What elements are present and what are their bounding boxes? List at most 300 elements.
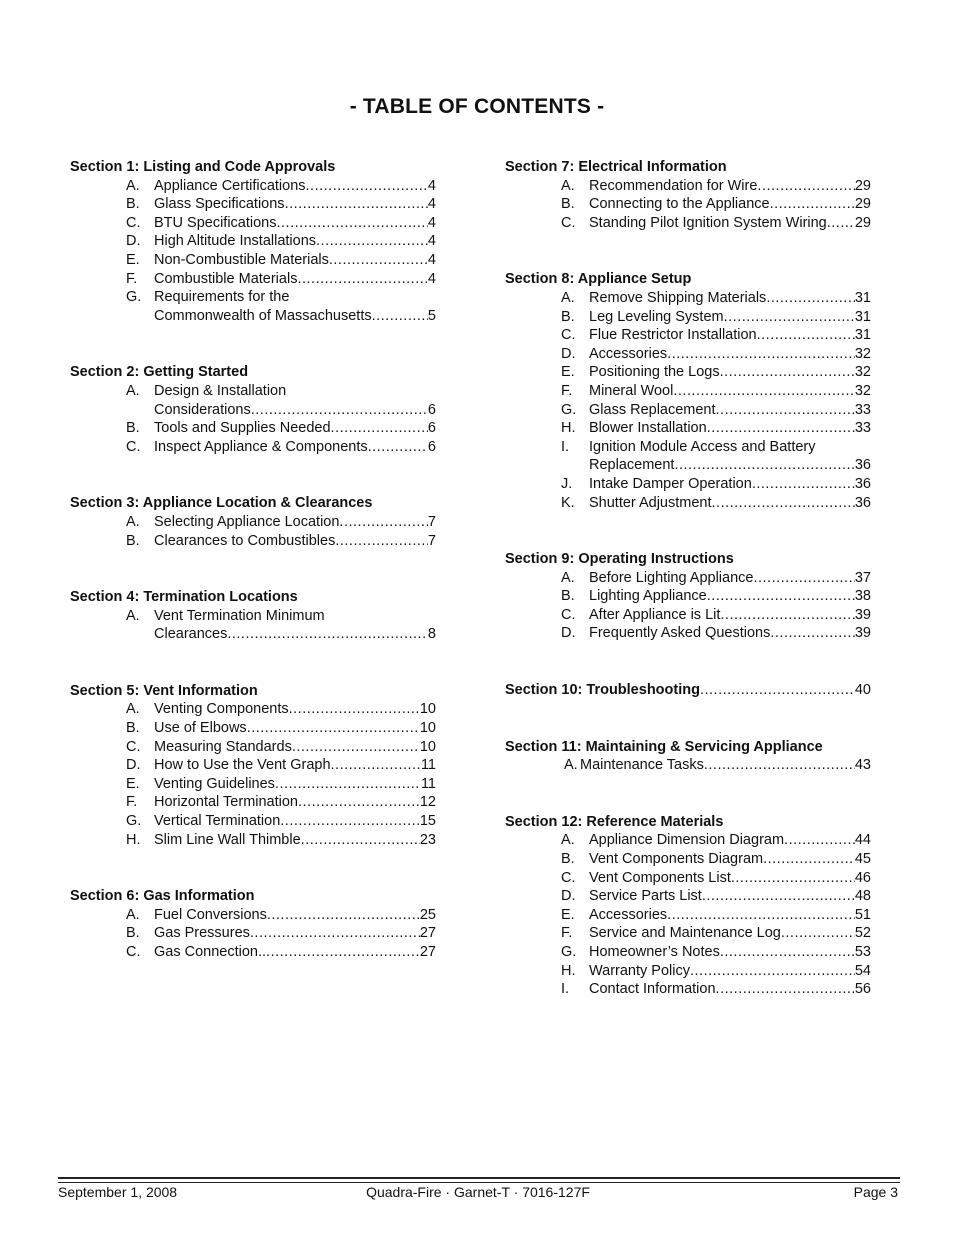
toc-entry[interactable] bbox=[70, 906, 436, 925]
dot-leader bbox=[329, 251, 428, 270]
entry-letter: D. bbox=[126, 757, 141, 774]
dot-leader bbox=[724, 308, 855, 327]
dot-leader bbox=[280, 812, 420, 831]
toc-entry[interactable] bbox=[70, 924, 436, 943]
page-number: 39 bbox=[854, 606, 871, 623]
page-number: 32 bbox=[854, 364, 871, 381]
toc-entry[interactable] bbox=[70, 382, 436, 401]
dot-leader bbox=[712, 494, 855, 513]
entry-letter: C. bbox=[126, 438, 141, 455]
entry-title: Intake Damper Operation bbox=[589, 475, 752, 492]
dot-leader bbox=[372, 307, 428, 326]
toc-entry[interactable] bbox=[505, 756, 871, 775]
entry-title: Venting Guidelines bbox=[154, 775, 275, 792]
toc-entry[interactable] bbox=[70, 812, 436, 831]
toc-entry[interactable] bbox=[505, 924, 871, 943]
entry-title: Positioning the Logs bbox=[589, 364, 720, 381]
entry-title: Clearances bbox=[154, 626, 228, 643]
dot-leader bbox=[297, 270, 427, 289]
entry-letter: B. bbox=[561, 196, 575, 213]
page-number: 52 bbox=[854, 925, 871, 942]
entry-title: Contact Information bbox=[589, 981, 716, 998]
toc-section bbox=[70, 588, 436, 644]
entry-letter: A. bbox=[561, 289, 575, 306]
entry-title: Lighting Appliance bbox=[589, 588, 707, 605]
entry-title: Measuring Standards bbox=[154, 738, 292, 755]
page-number: 11 bbox=[420, 757, 436, 774]
toc-entry[interactable] bbox=[505, 326, 871, 345]
toc-entry[interactable] bbox=[70, 214, 436, 233]
toc-entry[interactable] bbox=[505, 308, 871, 327]
dot-leader bbox=[731, 869, 855, 888]
dot-leader bbox=[720, 363, 855, 382]
toc-section bbox=[70, 887, 436, 961]
entry-title: Combustible Materials bbox=[154, 270, 298, 287]
toc-entry[interactable] bbox=[70, 251, 436, 270]
toc-section-heading[interactable]: Section 9: Operating Instructions bbox=[505, 551, 734, 568]
page-number: 54 bbox=[854, 962, 871, 979]
entry-letter: C. bbox=[561, 214, 576, 231]
footer-date: September 1, 2008 bbox=[58, 1184, 178, 1200]
footer-rule-thin bbox=[58, 1182, 900, 1183]
entry-letter: J. bbox=[561, 475, 573, 492]
page-number: 38 bbox=[854, 588, 871, 605]
entry-title: Service Parts List bbox=[589, 888, 702, 905]
entry-title: Frequently Asked Questions bbox=[589, 625, 771, 642]
toc-entry[interactable] bbox=[70, 719, 436, 738]
toc-entry[interactable] bbox=[70, 756, 436, 775]
page-number: 40 bbox=[854, 682, 871, 699]
entry-letter: E. bbox=[561, 906, 575, 923]
dot-leader bbox=[275, 775, 421, 794]
toc-entry[interactable] bbox=[70, 793, 436, 812]
entry-title: Vent Components List bbox=[589, 869, 731, 886]
toc-section bbox=[505, 158, 871, 232]
entry-letter: A. bbox=[126, 177, 140, 194]
toc-entry[interactable] bbox=[70, 270, 436, 289]
entry-letter: B. bbox=[561, 851, 575, 868]
toc-entry[interactable] bbox=[505, 887, 871, 906]
page-number: 29 bbox=[854, 177, 871, 194]
toc-entry[interactable] bbox=[505, 475, 871, 494]
page-number: 51 bbox=[854, 906, 871, 923]
entry-letter: H. bbox=[561, 962, 576, 979]
page-number: 10 bbox=[419, 701, 436, 718]
toc-section bbox=[70, 494, 436, 550]
entry-title: Replacement bbox=[589, 457, 675, 474]
page-number: 43 bbox=[854, 757, 871, 774]
entry-letter: G. bbox=[126, 289, 142, 306]
entry-title: Glass Replacement bbox=[589, 401, 716, 418]
dot-leader bbox=[766, 289, 855, 308]
toc-entry[interactable] bbox=[505, 980, 871, 999]
entry-letter: D. bbox=[126, 233, 141, 250]
entry-letter: E. bbox=[126, 775, 140, 792]
entry-letter: C. bbox=[561, 327, 576, 344]
entry-title: Warranty Policy bbox=[589, 962, 690, 979]
dot-leader bbox=[316, 232, 428, 251]
entry-title: Homeowner’s Notes bbox=[589, 944, 720, 960]
page-number: 29 bbox=[854, 214, 871, 231]
entry-letter: F. bbox=[561, 925, 573, 942]
dot-leader bbox=[267, 906, 420, 925]
toc-entry[interactable] bbox=[505, 214, 871, 233]
page-number: 31 bbox=[854, 289, 871, 306]
entry-letter: C. bbox=[126, 214, 141, 231]
toc-entry[interactable] bbox=[505, 624, 871, 643]
dot-leader bbox=[298, 793, 420, 812]
page-number: 4 bbox=[427, 251, 436, 268]
toc-section-heading[interactable] bbox=[505, 681, 871, 700]
toc-entry[interactable] bbox=[70, 195, 436, 214]
entry-title: Appliance Certifications bbox=[154, 177, 306, 194]
dot-leader bbox=[251, 401, 428, 420]
entry-title: Fuel Conversions bbox=[154, 906, 267, 923]
entry-letter: F. bbox=[561, 382, 573, 399]
page-number: 53 bbox=[854, 944, 871, 960]
entry-title: Vertical Termination bbox=[154, 813, 281, 830]
dot-leader bbox=[292, 738, 420, 757]
dot-leader bbox=[301, 831, 420, 850]
dot-leader bbox=[306, 177, 428, 196]
entry-title: Glass Specifications bbox=[154, 196, 285, 213]
entry-letter: F. bbox=[126, 270, 138, 287]
entry-title: Service and Maintenance Log bbox=[589, 925, 781, 942]
entry-letter: B. bbox=[126, 420, 140, 437]
toc-entry[interactable] bbox=[505, 289, 871, 308]
page-number: 29 bbox=[854, 196, 871, 213]
entry-title: Vent Termination Minimum bbox=[154, 607, 325, 624]
page-number: 48 bbox=[854, 888, 871, 905]
page-number: 4 bbox=[427, 196, 436, 213]
page-number: 4 bbox=[427, 233, 436, 250]
page-number: 25 bbox=[419, 906, 436, 923]
dot-leader bbox=[673, 382, 855, 401]
entry-title: Non-Combustible Materials bbox=[154, 251, 329, 268]
dot-leader bbox=[250, 924, 420, 943]
toc-entry[interactable] bbox=[505, 438, 871, 457]
dot-leader bbox=[335, 532, 428, 551]
toc-entry[interactable] bbox=[70, 607, 436, 626]
toc-entry[interactable] bbox=[505, 494, 871, 513]
page-number: 15 bbox=[419, 813, 436, 830]
toc-entry[interactable] bbox=[505, 382, 871, 401]
entry-letter: C. bbox=[561, 606, 576, 623]
toc-section bbox=[70, 363, 436, 456]
toc-entry[interactable] bbox=[70, 943, 436, 962]
toc-entry[interactable] bbox=[70, 288, 436, 307]
toc-section bbox=[70, 682, 436, 849]
toc-entry[interactable] bbox=[70, 625, 436, 644]
dot-leader bbox=[757, 177, 854, 196]
dot-leader bbox=[752, 475, 855, 494]
toc-entry[interactable] bbox=[70, 307, 436, 326]
toc-section-heading[interactable]: Section 12: Reference Materials bbox=[505, 813, 724, 830]
toc-entry[interactable] bbox=[70, 513, 436, 532]
entry-letter: A. bbox=[126, 607, 140, 624]
dot-leader bbox=[763, 850, 855, 869]
page-number: 45 bbox=[854, 851, 871, 868]
entry-title: Clearances to Combustibles bbox=[154, 532, 336, 549]
toc-section bbox=[505, 270, 871, 512]
dot-leader bbox=[289, 700, 420, 719]
entry-letter: C. bbox=[126, 944, 141, 960]
toc-entry[interactable] bbox=[505, 962, 871, 981]
entry-letter: D. bbox=[561, 888, 576, 905]
toc-entry[interactable] bbox=[505, 177, 871, 196]
dot-leader bbox=[707, 587, 855, 606]
page-number: 8 bbox=[427, 626, 436, 643]
dot-leader bbox=[753, 569, 854, 588]
entry-title: Horizontal Termination bbox=[154, 794, 298, 811]
entry-title: Connecting to the Appliance bbox=[589, 196, 770, 213]
page-number: 6 bbox=[427, 438, 436, 455]
entry-title: Gas Connection.. bbox=[154, 944, 267, 960]
entry-title: Considerations bbox=[154, 401, 251, 418]
toc-entry[interactable] bbox=[505, 850, 871, 869]
toc-entry[interactable] bbox=[505, 606, 871, 625]
toc-entry[interactable] bbox=[505, 943, 871, 962]
entry-letter: D. bbox=[561, 345, 576, 362]
toc-entry[interactable] bbox=[505, 569, 871, 588]
toc-section-heading[interactable]: Section 4: Termination Locations bbox=[70, 589, 298, 606]
page-number: 36 bbox=[854, 475, 871, 492]
dot-leader bbox=[702, 887, 855, 906]
dot-leader bbox=[667, 345, 855, 364]
entry-letter: I. bbox=[561, 981, 570, 998]
page-number: 7 bbox=[427, 513, 436, 530]
toc-section-heading[interactable]: Section 5: Vent Information bbox=[70, 682, 258, 699]
toc-entry[interactable] bbox=[505, 195, 871, 214]
entry-title: Flue Restrictor Installation bbox=[589, 327, 757, 344]
entry-title: Tools and Supplies Needed bbox=[154, 420, 331, 437]
entry-letter: A. bbox=[561, 832, 575, 849]
toc-section-heading[interactable]: Section 1: Listing and Code Approvals bbox=[70, 159, 336, 175]
page-number: 10 bbox=[419, 738, 436, 755]
dot-leader bbox=[704, 756, 855, 775]
entry-title: Shutter Adjustment bbox=[589, 494, 712, 511]
toc-section bbox=[505, 813, 871, 999]
toc-entry[interactable] bbox=[70, 700, 436, 719]
entry-title: Inspect Appliance & Components bbox=[154, 438, 368, 455]
page-number: 4 bbox=[427, 177, 436, 194]
toc-entry[interactable] bbox=[505, 419, 871, 438]
entry-title: Vent Components Diagram bbox=[589, 851, 764, 868]
dot-leader bbox=[781, 924, 855, 943]
entry-letter: E. bbox=[126, 251, 140, 268]
entry-title: Slim Line Wall Thimble bbox=[154, 831, 301, 848]
entry-title: How to Use the Vent Graph bbox=[154, 757, 331, 774]
entry-letter: B. bbox=[561, 588, 575, 605]
entry-title: Selecting Appliance Location bbox=[154, 513, 340, 530]
dot-leader bbox=[720, 943, 855, 962]
entry-letter: A. bbox=[561, 569, 575, 586]
page-number: 32 bbox=[854, 382, 871, 399]
dot-leader bbox=[690, 962, 855, 981]
toc-entry[interactable] bbox=[70, 738, 436, 757]
entry-letter: B. bbox=[126, 720, 140, 737]
entry-title: Appliance Dimension Diagram bbox=[589, 832, 785, 849]
page-number: 44 bbox=[854, 832, 871, 849]
entry-title: Remove Shipping Materials bbox=[589, 289, 767, 306]
entry-letter: A. bbox=[561, 177, 575, 194]
toc-entry[interactable] bbox=[505, 831, 871, 850]
toc-entry[interactable] bbox=[70, 419, 436, 438]
entry-letter: C. bbox=[561, 869, 576, 886]
page-number: 10 bbox=[419, 720, 436, 737]
dot-leader bbox=[339, 513, 428, 532]
toc-entry[interactable] bbox=[505, 345, 871, 364]
entry-title: Maintenance Tasks bbox=[580, 757, 704, 774]
toc-section-heading[interactable]: Section 7: Electrical Information bbox=[505, 159, 727, 175]
toc-section-heading[interactable]: Section 3: Appliance Location & Clearances bbox=[70, 495, 373, 512]
entry-title: Blower Installation bbox=[589, 420, 707, 437]
footer-page-number: Page 3 bbox=[853, 1184, 898, 1200]
entry-title: Venting Components bbox=[154, 701, 289, 718]
toc-section bbox=[70, 158, 436, 325]
entry-letter: A. bbox=[126, 906, 140, 923]
toc-entry[interactable] bbox=[70, 438, 436, 457]
dot-leader bbox=[674, 456, 854, 475]
page-title: - TABLE OF CONTENTS - bbox=[349, 95, 605, 118]
entry-title: Commonwealth of Massachusetts bbox=[154, 307, 372, 324]
toc-entry[interactable] bbox=[505, 363, 871, 382]
toc-entry[interactable] bbox=[70, 831, 436, 850]
page-number: 27 bbox=[419, 925, 436, 942]
page-number: 23 bbox=[419, 831, 436, 848]
entry-title: Accessories bbox=[589, 345, 668, 362]
toc-entry[interactable] bbox=[70, 177, 436, 196]
entry-letter: E. bbox=[561, 364, 575, 381]
page-number: 5 bbox=[427, 307, 436, 324]
entry-letter: H. bbox=[561, 420, 576, 437]
entry-letter: B. bbox=[126, 196, 140, 213]
dot-leader bbox=[707, 419, 855, 438]
page-number: 27 bbox=[419, 944, 436, 960]
page-number: 32 bbox=[854, 345, 871, 362]
dot-leader bbox=[331, 756, 421, 775]
page-number: 7 bbox=[427, 532, 436, 549]
dot-leader bbox=[247, 719, 420, 738]
toc-entry[interactable] bbox=[505, 906, 871, 925]
entry-title: High Altitude Installations bbox=[154, 233, 317, 250]
entry-letter: G. bbox=[561, 944, 577, 960]
dot-leader bbox=[277, 214, 428, 233]
entry-title: Before Lighting Appliance bbox=[589, 569, 754, 586]
entry-title: After Appliance is Lit bbox=[589, 606, 721, 623]
toc-entry[interactable] bbox=[505, 401, 871, 420]
footer-document-id: Quadra-Fire · Garnet-T · 7016-127F bbox=[366, 1184, 590, 1200]
page-number: 31 bbox=[854, 308, 871, 325]
dot-leader bbox=[770, 195, 855, 214]
dot-leader bbox=[266, 943, 420, 962]
dot-leader bbox=[368, 438, 428, 457]
entry-title: Ignition Module Access and Battery bbox=[589, 438, 816, 455]
page-number: 36 bbox=[854, 457, 871, 474]
entry-letter: F. bbox=[126, 794, 138, 811]
page-number: 36 bbox=[854, 494, 871, 511]
entry-title: BTU Specifications bbox=[154, 214, 277, 231]
page-number: 46 bbox=[854, 869, 871, 886]
toc-section bbox=[505, 550, 871, 643]
entry-letter: B. bbox=[126, 532, 140, 549]
entry-title: Standing Pilot Ignition System Wiring bbox=[589, 214, 827, 231]
page-number: 6 bbox=[427, 401, 436, 418]
page-number: 6 bbox=[427, 420, 436, 437]
dot-leader bbox=[757, 326, 855, 345]
dot-leader bbox=[784, 831, 855, 850]
toc-entry[interactable] bbox=[505, 869, 871, 888]
entry-letter: G. bbox=[561, 401, 577, 418]
entry-title: Recommendation for Wire bbox=[589, 177, 758, 194]
page-number: 4 bbox=[427, 270, 436, 287]
toc-section bbox=[505, 738, 871, 775]
entry-title: Requirements for the bbox=[154, 289, 290, 306]
toc-entry[interactable] bbox=[70, 232, 436, 251]
page-number: 12 bbox=[419, 794, 436, 811]
entry-title: Design & Installation bbox=[154, 382, 287, 399]
entry-letter: H. bbox=[126, 831, 141, 848]
entry-letter: B. bbox=[126, 925, 140, 942]
toc-right-column bbox=[505, 158, 871, 999]
dot-leader bbox=[667, 906, 855, 925]
toc-entry[interactable] bbox=[70, 532, 436, 551]
page-number: 33 bbox=[854, 401, 871, 418]
entry-letter: G. bbox=[126, 813, 142, 830]
page-number: 4 bbox=[427, 214, 436, 231]
entry-title: Use of Elbows bbox=[154, 720, 247, 737]
dot-leader bbox=[285, 195, 428, 214]
section-heading-text: Section 10: Troubleshooting bbox=[505, 682, 700, 699]
toc-section-heading[interactable]: Section 8: Appliance Setup bbox=[505, 271, 692, 288]
dot-leader bbox=[331, 419, 428, 438]
toc-entry[interactable] bbox=[70, 401, 436, 420]
page-number: 39 bbox=[854, 625, 871, 642]
toc-entry[interactable] bbox=[505, 587, 871, 606]
entry-letter: A. bbox=[126, 513, 140, 530]
entry-letter: I. bbox=[561, 438, 570, 455]
entry-letter: A. bbox=[126, 701, 140, 718]
toc-section-heading[interactable]: Section 11: Maintaining & Servicing Appliance bbox=[505, 738, 823, 755]
toc-section-heading[interactable]: Section 2: Getting Started bbox=[70, 364, 249, 381]
entry-title: Leg Leveling System bbox=[589, 308, 724, 325]
page-number: 33 bbox=[854, 420, 871, 437]
footer-rule-thick bbox=[58, 1177, 900, 1179]
dot-leader bbox=[770, 624, 855, 643]
entry-letter: A. bbox=[126, 382, 140, 399]
page-number: 56 bbox=[854, 981, 871, 998]
dot-leader bbox=[720, 606, 854, 625]
entry-title: Gas Pressures bbox=[154, 925, 250, 942]
dot-leader bbox=[227, 625, 428, 644]
toc-left-column bbox=[70, 158, 436, 962]
entry-letter: A. bbox=[564, 757, 578, 774]
page-number: 37 bbox=[854, 569, 871, 586]
toc-entry[interactable] bbox=[505, 456, 871, 475]
entry-letter: B. bbox=[561, 308, 575, 325]
entry-letter: D. bbox=[561, 625, 576, 642]
page-number: 11 bbox=[420, 775, 436, 792]
dot-leader bbox=[716, 401, 855, 420]
toc-section-heading[interactable]: Section 6: Gas Information bbox=[70, 888, 255, 905]
entry-title: Accessories bbox=[589, 906, 668, 923]
entry-title: Mineral Wool bbox=[589, 382, 674, 399]
toc-section bbox=[505, 681, 871, 700]
dot-leader bbox=[827, 214, 855, 233]
page-number: 31 bbox=[854, 327, 871, 344]
toc-entry[interactable] bbox=[70, 775, 436, 794]
dot-leader bbox=[700, 681, 855, 700]
